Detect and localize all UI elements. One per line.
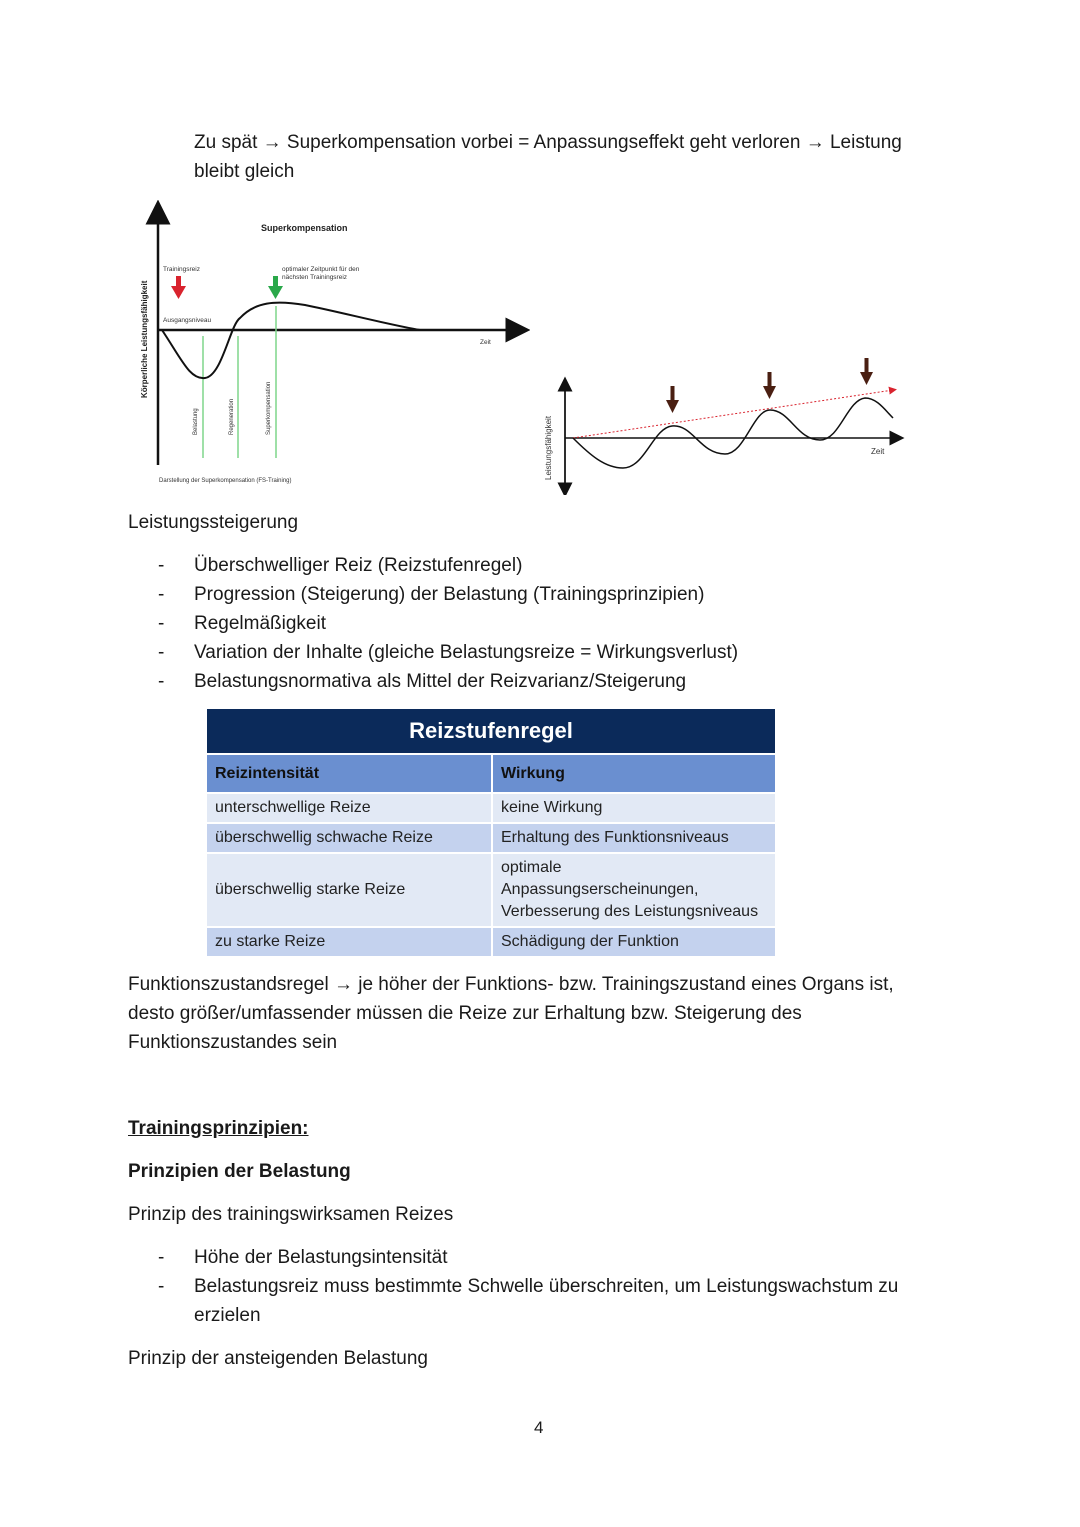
superkompensation-curve [162,303,420,379]
diagram2-y-label: Leistungsfähigkeit [544,415,553,480]
page-number: 4 [534,1418,544,1437]
principle-1: Prinzip des trainingswirksamen Reizes [128,1204,454,1225]
table-cell: Schädigung der Funktion [492,927,775,956]
diagram1-caption: Darstellung der Superkompensation (FS-Training) [159,478,292,484]
principle-2: Prinzip der ansteigenden Belastung [128,1348,428,1369]
label-optimal-1: optimaler Zeitpunkt für den [282,266,360,273]
green-arrow-icon [268,276,283,299]
down-arrow-icon [666,386,679,413]
red-arrow-icon [171,276,186,299]
wave-curve [573,398,893,468]
label-optimal-2: nächsten Trainingsreiz [282,274,348,281]
leistung-bullet-list [158,551,738,696]
list-item: - Progression (Steigerung) der Belastung (Trainingsprinzipien) [158,584,705,605]
down-arrow-icon [860,358,873,385]
list-item: - Höhe der Belastungsintensität [158,1247,448,1268]
table-cell: Erhaltung des Funktionsniveaus [492,823,775,853]
column-header-reizintensitaet: Reizintensität [207,754,492,793]
label-zeit: Zeit [480,339,491,346]
funktion-line-3: Funktionszustandes sein [128,1032,338,1053]
diagram1-title: Superkompensation [261,223,348,233]
down-arrow-icon [763,372,776,399]
label-regeneration: Regeneration [229,398,235,435]
diagram2-x-label: Zeit [871,447,885,456]
table-row [207,823,775,853]
intro-line-1: Zu spät → Superkompensation vorbei = Anpassungseffekt geht verloren → Leistung [194,132,902,153]
table-row [207,793,775,823]
column-header-wirkung: Wirkung [492,754,775,793]
list-item: - Regelmäßigkeit [158,613,326,634]
label-trainingsreiz: Trainingsreiz [163,266,200,273]
list-item: - Überschwelliger Reiz (Reizstufenregel) [158,555,523,576]
list-item: - Belastungsreiz muss bestimmte Schwelle überschreiten, um Leistungswachstum zu [158,1276,899,1297]
list-item-continuation: erzielen [194,1305,261,1326]
label-ausgangsniveau: Ausgangsniveau [163,317,212,324]
list-item: - Variation der Inhalte (gleiche Belastungsreize = Wirkungsverlust) [158,642,739,663]
diagram1-y-label: Körperliche Leistungsfähigkeit [140,280,149,398]
table-cell: optimale Anpassungserscheinungen, Verbesserung des Leistungsniveaus [492,853,775,927]
list-item: - Belastungsnormativa als Mittel der Reizvarianz/Steigerung [158,671,687,692]
table-title: Reizstufenregel [207,709,775,754]
table-cell: unterschwellige Reize [207,793,492,823]
table-cell: überschwellig schwache Reize [207,823,492,853]
label-superkompensation: Superkompensation [266,381,272,435]
trend-line [573,390,893,438]
funktion-line-2: desto größer/umfassender müssen die Reize zur Erhaltung bzw. Steigerung des [128,1003,802,1024]
leistung-heading: Leistungssteigerung [128,512,299,533]
training-heading: Trainingsprinzipien: [128,1118,309,1139]
table-cell: keine Wirkung [492,793,775,823]
intro-line-2: bleibt gleich [194,161,295,182]
leistungssteigerung-diagram [535,350,915,495]
reizstufenregel-table [207,709,775,956]
funktion-line-1: Funktionszustandsregel → je höher der Funktions- bzw. Trainingszustand eines Organs ist, [128,974,894,995]
label-belastung: Belastung [193,408,199,435]
table-row [207,927,775,956]
training-bullet-list [158,1243,898,1330]
training-subheading: Prinzipien der Belastung [128,1161,351,1182]
table-cell: zu starke Reize [207,927,492,956]
table-row [207,853,775,927]
table-cell: überschwellig starke Reize [207,853,492,927]
superkompensation-diagram [130,200,530,495]
